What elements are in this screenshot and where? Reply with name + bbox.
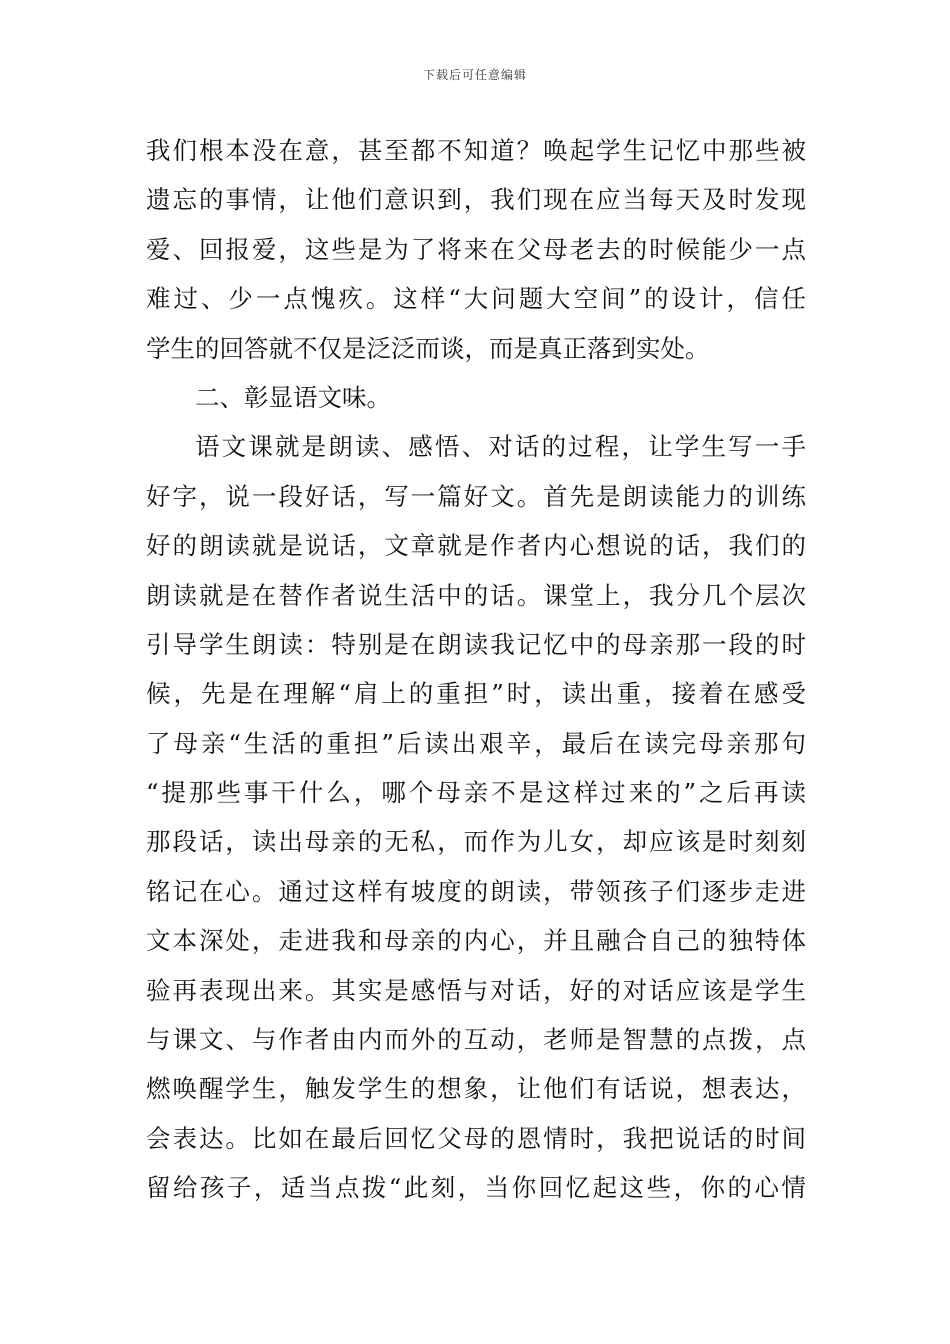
text-line: 语文课就是朗读、感悟、对话的过程，让学生写一手 — [195, 432, 806, 462]
section-heading: 二、彰显语文味。 — [195, 382, 391, 412]
text-line: 好的朗读就是说话，文章就是作者内心想说的话，我们的 — [146, 531, 806, 561]
text-line: 候，先是在理解“肩上的重担”时，读出重，接着在感受 — [146, 679, 806, 709]
text-line: 难过、少一点愧疚。这样“大问题大空间”的设计，信任 — [146, 284, 806, 314]
text-line: 那段话，读出母亲的无私，而作为儿女，却应该是时刻刻 — [146, 827, 806, 857]
text-line: 文本深处，走进我和母亲的内心，并且融合自己的独特体 — [146, 926, 806, 956]
text-line: 留给孩子，适当点拨“此刻，当你回忆起这些，你的心情 — [146, 1173, 806, 1203]
text-line: 朗读就是在替作者说生活中的话。课堂上，我分几个层次 — [146, 580, 806, 610]
text-line: “提那些事干什么，哪个母亲不是这样过来的”之后再读 — [146, 778, 806, 808]
text-line: 验再表现出来。其实是感悟与对话，好的对话应该是学生 — [146, 975, 806, 1005]
text-line: 学生的回答就不仅是泛泛而谈，而是真正落到实处。 — [146, 333, 710, 363]
text-line: 与课文、与作者由内而外的互动，老师是智慧的点拨，点 — [146, 1025, 806, 1055]
page-header: 下载后可任意编辑 — [422, 68, 527, 82]
text-line: 爱、回报爱，这些是为了将来在父母老去的时候能少一点 — [146, 234, 806, 264]
text-line: 会表达。比如在最后回忆父母的恩情时，我把说话的时间 — [146, 1123, 806, 1153]
text-line: 铭记在心。通过这样有坡度的朗读，带领孩子们逐步走进 — [146, 876, 806, 906]
document-body — [146, 126, 806, 1213]
text-line: 了母亲“生活的重担”后读出艰辛，最后在读完母亲那句 — [146, 728, 806, 758]
text-line: 遗忘的事情，让他们意识到，我们现在应当每天及时发现 — [146, 185, 806, 215]
text-line: 燃唤醒学生，触发学生的想象，让他们有话说，想表达， — [146, 1074, 806, 1104]
text-line: 好字，说一段好话，写一篇好文。首先是朗读能力的训练 — [146, 481, 806, 511]
text-line: 我们根本没在意，甚至都不知道？唤起学生记忆中那些被 — [146, 136, 806, 165]
text-line: 引导学生朗读：特别是在朗读我记忆中的母亲那一段的时 — [146, 629, 806, 659]
